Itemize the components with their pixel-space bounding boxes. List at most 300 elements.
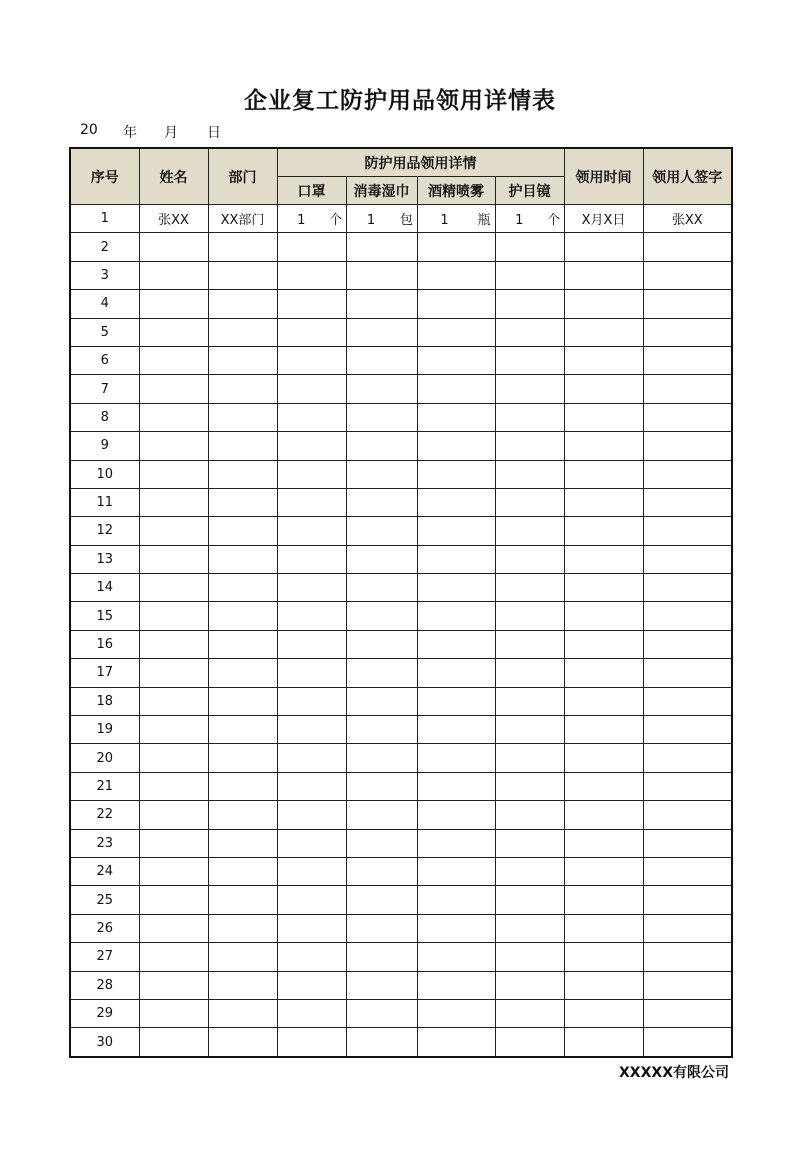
cell-name[interactable]	[139, 460, 208, 488]
table-row	[70, 432, 732, 460]
cell-item-qty[interactable]	[417, 999, 495, 1027]
table-row	[70, 1028, 732, 1057]
table-row	[70, 857, 732, 885]
cell-department[interactable]	[208, 488, 277, 516]
cell-signature[interactable]	[643, 716, 732, 744]
cell-item-qty[interactable]	[346, 971, 417, 999]
cell-item-qty[interactable]	[277, 857, 346, 885]
cell-item-qty[interactable]	[417, 261, 495, 289]
cell-department[interactable]	[208, 630, 277, 658]
cell-name[interactable]	[139, 233, 208, 261]
cell-time[interactable]	[564, 290, 643, 318]
cell-item-qty[interactable]	[277, 290, 346, 318]
cell-department[interactable]: XX部门	[208, 205, 277, 233]
cell-department[interactable]	[208, 517, 277, 545]
cell-department[interactable]	[208, 1028, 277, 1057]
cell-signature[interactable]	[643, 857, 732, 885]
cell-name[interactable]	[139, 744, 208, 772]
cell-department[interactable]	[208, 886, 277, 914]
cell-time[interactable]	[564, 971, 643, 999]
cell-item-qty[interactable]	[346, 857, 417, 885]
cell-department[interactable]	[208, 545, 277, 573]
cell-item-qty[interactable]	[277, 914, 346, 942]
cell-item-qty[interactable]	[417, 744, 495, 772]
cell-name[interactable]	[139, 659, 208, 687]
table-row	[70, 574, 732, 602]
cell-signature[interactable]	[643, 574, 732, 602]
cell-name[interactable]	[139, 375, 208, 403]
cell-item-qty[interactable]	[417, 205, 495, 233]
table-row	[70, 943, 732, 971]
cell-item-qty[interactable]	[417, 602, 495, 630]
cell-department[interactable]	[208, 744, 277, 772]
cell-signature[interactable]	[643, 943, 732, 971]
cell-item-qty[interactable]	[277, 772, 346, 800]
cell-item-qty[interactable]	[346, 602, 417, 630]
row-serial: 19	[70, 716, 139, 744]
cell-item-qty[interactable]	[346, 659, 417, 687]
cell-item-qty[interactable]	[277, 488, 346, 516]
cell-signature[interactable]	[643, 829, 732, 857]
cell-item-qty[interactable]	[417, 687, 495, 715]
cell-signature[interactable]	[643, 403, 732, 431]
cell-item-qty[interactable]	[495, 375, 564, 403]
cell-item-qty[interactable]	[346, 517, 417, 545]
table-row	[70, 716, 732, 744]
cell-department[interactable]	[208, 857, 277, 885]
cell-item-qty[interactable]	[495, 432, 564, 460]
cell-time[interactable]	[564, 687, 643, 715]
cell-department[interactable]	[208, 943, 277, 971]
cell-signature[interactable]	[643, 1028, 732, 1057]
cell-department[interactable]	[208, 290, 277, 318]
row-serial: 24	[70, 857, 139, 885]
cell-item-qty[interactable]	[417, 943, 495, 971]
cell-item-qty[interactable]	[495, 574, 564, 602]
cell-name[interactable]	[139, 517, 208, 545]
table-row	[70, 772, 732, 800]
cell-time[interactable]	[564, 403, 643, 431]
cell-department[interactable]	[208, 318, 277, 346]
cell-item-qty[interactable]	[417, 829, 495, 857]
cell-item-qty[interactable]	[346, 346, 417, 374]
cell-time[interactable]	[564, 716, 643, 744]
cell-item-qty[interactable]	[346, 403, 417, 431]
cell-item-qty[interactable]	[277, 346, 346, 374]
cell-item-qty[interactable]	[346, 943, 417, 971]
row-serial: 14	[70, 574, 139, 602]
cell-signature[interactable]	[643, 346, 732, 374]
table-row	[70, 403, 732, 431]
item-unit: 个	[329, 213, 343, 229]
cell-item-qty[interactable]	[495, 545, 564, 573]
cell-item-qty[interactable]	[277, 602, 346, 630]
cell-department[interactable]	[208, 346, 277, 374]
cell-item-qty[interactable]	[495, 488, 564, 516]
cell-time[interactable]: X月X日	[564, 205, 643, 233]
cell-item-qty[interactable]	[346, 545, 417, 573]
cell-item-qty[interactable]	[346, 205, 417, 233]
table-row	[70, 602, 732, 630]
date-line	[0, 122, 800, 144]
cell-time[interactable]	[564, 914, 643, 942]
cell-time[interactable]	[564, 1028, 643, 1057]
cell-time[interactable]	[564, 375, 643, 403]
cell-time[interactable]	[564, 545, 643, 573]
cell-item-qty[interactable]	[277, 1028, 346, 1057]
cell-department[interactable]	[208, 687, 277, 715]
row-serial: 13	[70, 545, 139, 573]
cell-item-qty[interactable]	[417, 801, 495, 829]
cell-time[interactable]	[564, 318, 643, 346]
row-serial: 29	[70, 999, 139, 1027]
cell-signature[interactable]	[643, 375, 732, 403]
cell-signature[interactable]	[643, 318, 732, 346]
cell-item-qty[interactable]	[277, 233, 346, 261]
cell-signature[interactable]	[643, 687, 732, 715]
cell-item-qty[interactable]	[346, 460, 417, 488]
table-row	[70, 460, 732, 488]
row-serial: 18	[70, 687, 139, 715]
cell-department[interactable]	[208, 261, 277, 289]
table-row	[70, 346, 732, 374]
cell-item-qty[interactable]	[495, 261, 564, 289]
cell-department[interactable]	[208, 403, 277, 431]
cell-item-qty[interactable]	[277, 659, 346, 687]
cell-item-qty[interactable]	[417, 403, 495, 431]
row-serial: 28	[70, 971, 139, 999]
cell-item-qty[interactable]	[495, 233, 564, 261]
cell-department[interactable]	[208, 716, 277, 744]
cell-name[interactable]	[139, 261, 208, 289]
cell-item-qty[interactable]	[277, 744, 346, 772]
cell-item-qty[interactable]	[277, 318, 346, 346]
cell-department[interactable]	[208, 233, 277, 261]
table-row	[70, 886, 732, 914]
cell-item-qty[interactable]	[417, 914, 495, 942]
cell-department[interactable]	[208, 659, 277, 687]
date-day-label: 日	[207, 125, 221, 141]
cell-item-qty[interactable]	[346, 488, 417, 516]
cell-item-qty[interactable]	[417, 971, 495, 999]
table-row	[70, 205, 732, 233]
cell-item-qty[interactable]	[495, 914, 564, 942]
cell-item-qty[interactable]	[277, 460, 346, 488]
cell-item-qty[interactable]	[346, 233, 417, 261]
cell-item-qty[interactable]	[346, 318, 417, 346]
cell-department[interactable]	[208, 602, 277, 630]
cell-item-qty[interactable]	[495, 744, 564, 772]
cell-name[interactable]	[139, 545, 208, 573]
row-serial: 27	[70, 943, 139, 971]
cell-item-qty[interactable]	[277, 375, 346, 403]
cell-name[interactable]	[139, 432, 208, 460]
cell-item-qty[interactable]	[417, 659, 495, 687]
cell-signature[interactable]	[643, 460, 732, 488]
cell-time[interactable]	[564, 261, 643, 289]
cell-item-qty[interactable]	[417, 630, 495, 658]
row-serial: 10	[70, 460, 139, 488]
cell-item-qty[interactable]	[495, 403, 564, 431]
cell-item-qty[interactable]	[417, 375, 495, 403]
cell-item-qty[interactable]	[277, 801, 346, 829]
cell-time[interactable]	[564, 744, 643, 772]
cell-department[interactable]	[208, 829, 277, 857]
cell-item-qty[interactable]	[495, 801, 564, 829]
cell-department[interactable]	[208, 914, 277, 942]
cell-signature[interactable]	[643, 545, 732, 573]
cell-name[interactable]	[139, 290, 208, 318]
cell-item-qty[interactable]	[346, 432, 417, 460]
table-row	[70, 630, 732, 658]
row-serial: 8	[70, 403, 139, 431]
cell-item-qty[interactable]	[417, 233, 495, 261]
cell-signature[interactable]	[643, 744, 732, 772]
cell-time[interactable]	[564, 460, 643, 488]
cell-name[interactable]	[139, 857, 208, 885]
cell-item-qty[interactable]	[417, 432, 495, 460]
cell-item-qty[interactable]	[495, 971, 564, 999]
cell-item-qty[interactable]	[495, 290, 564, 318]
cell-item-qty[interactable]	[417, 545, 495, 573]
cell-item-qty[interactable]	[346, 687, 417, 715]
cell-item-qty[interactable]	[417, 517, 495, 545]
cell-item-qty[interactable]	[495, 857, 564, 885]
cell-item-qty[interactable]	[277, 261, 346, 289]
cell-signature[interactable]	[643, 914, 732, 942]
cell-item-qty[interactable]	[417, 460, 495, 488]
cell-time[interactable]	[564, 999, 643, 1027]
cell-item-qty[interactable]	[417, 290, 495, 318]
cell-item-qty[interactable]	[346, 829, 417, 857]
cell-time[interactable]	[564, 801, 643, 829]
cell-item-qty[interactable]	[495, 602, 564, 630]
cell-item-qty[interactable]	[277, 517, 346, 545]
cell-item-qty[interactable]	[495, 829, 564, 857]
cell-name[interactable]	[139, 772, 208, 800]
cell-item-qty[interactable]	[495, 716, 564, 744]
cell-signature[interactable]	[643, 971, 732, 999]
cell-name[interactable]	[139, 999, 208, 1027]
table-row	[70, 318, 732, 346]
cell-time[interactable]	[564, 602, 643, 630]
cell-signature[interactable]	[643, 233, 732, 261]
cell-item-qty[interactable]	[417, 488, 495, 516]
cell-item-qty[interactable]	[495, 1028, 564, 1057]
cell-time[interactable]	[564, 630, 643, 658]
cell-name[interactable]	[139, 886, 208, 914]
cell-item-qty[interactable]	[346, 261, 417, 289]
cell-name[interactable]	[139, 829, 208, 857]
row-serial: 6	[70, 346, 139, 374]
cell-name[interactable]	[139, 403, 208, 431]
cell-name[interactable]: 张XX	[139, 205, 208, 233]
cell-item-qty[interactable]	[346, 630, 417, 658]
cell-item-qty[interactable]	[495, 659, 564, 687]
cell-item-qty[interactable]	[346, 716, 417, 744]
cell-item-qty[interactable]	[495, 205, 564, 233]
cell-item-qty[interactable]	[277, 971, 346, 999]
cell-name[interactable]	[139, 716, 208, 744]
row-serial: 1	[70, 205, 139, 233]
cell-item-qty[interactable]	[417, 1028, 495, 1057]
cell-name[interactable]	[139, 630, 208, 658]
header-item-spray: 酒精喷雾	[417, 177, 495, 205]
cell-signature[interactable]	[643, 886, 732, 914]
cell-item-qty[interactable]	[277, 943, 346, 971]
cell-item-qty[interactable]	[277, 999, 346, 1027]
company-name: XXXXX有限公司	[619, 1065, 729, 1081]
row-serial: 12	[70, 517, 139, 545]
cell-item-qty[interactable]	[495, 460, 564, 488]
cell-item-qty[interactable]	[346, 801, 417, 829]
item-quantity: 1	[515, 213, 524, 229]
cell-time[interactable]	[564, 772, 643, 800]
cell-item-qty[interactable]	[417, 772, 495, 800]
cell-signature[interactable]	[643, 517, 732, 545]
row-serial: 26	[70, 914, 139, 942]
cell-time[interactable]	[564, 943, 643, 971]
cell-name[interactable]	[139, 971, 208, 999]
cell-name[interactable]	[139, 488, 208, 516]
cell-name[interactable]	[139, 574, 208, 602]
cell-item-qty[interactable]	[277, 829, 346, 857]
cell-item-qty[interactable]	[346, 1028, 417, 1057]
table-row	[70, 829, 732, 857]
cell-item-qty[interactable]	[346, 999, 417, 1027]
cell-item-qty[interactable]	[495, 346, 564, 374]
cell-item-qty[interactable]	[417, 857, 495, 885]
cell-item-qty[interactable]	[495, 943, 564, 971]
cell-department[interactable]	[208, 574, 277, 602]
cell-time[interactable]	[564, 517, 643, 545]
cell-signature[interactable]	[643, 432, 732, 460]
cell-signature[interactable]	[643, 659, 732, 687]
cell-item-qty[interactable]	[495, 517, 564, 545]
cell-signature[interactable]	[643, 999, 732, 1027]
cell-time[interactable]	[564, 829, 643, 857]
cell-time[interactable]	[564, 574, 643, 602]
cell-item-qty[interactable]	[417, 886, 495, 914]
cell-item-qty[interactable]	[495, 318, 564, 346]
cell-name[interactable]	[139, 1028, 208, 1057]
row-serial: 22	[70, 801, 139, 829]
table-row	[70, 687, 732, 715]
cell-department[interactable]	[208, 460, 277, 488]
cell-department[interactable]	[208, 971, 277, 999]
row-serial: 20	[70, 744, 139, 772]
cell-item-qty[interactable]	[277, 205, 346, 233]
header-name: 姓名	[139, 148, 208, 205]
header-signature: 领用人签字	[643, 148, 732, 205]
table-body	[70, 205, 732, 1057]
cell-signature[interactable]	[643, 488, 732, 516]
row-serial: 16	[70, 630, 139, 658]
row-serial: 5	[70, 318, 139, 346]
row-serial: 30	[70, 1028, 139, 1057]
cell-item-qty[interactable]	[277, 545, 346, 573]
cell-name[interactable]	[139, 801, 208, 829]
cell-item-qty[interactable]	[277, 574, 346, 602]
cell-item-qty[interactable]	[346, 290, 417, 318]
date-year-prefix[interactable]: 20	[80, 122, 98, 138]
header-serial: 序号	[70, 148, 139, 205]
cell-item-qty[interactable]	[346, 772, 417, 800]
cell-item-qty[interactable]	[346, 914, 417, 942]
cell-item-qty[interactable]	[417, 716, 495, 744]
cell-signature[interactable]	[643, 772, 732, 800]
cell-item-qty[interactable]	[346, 744, 417, 772]
header-department: 部门	[208, 148, 277, 205]
cell-department[interactable]	[208, 375, 277, 403]
header-item-wipes: 消毒湿巾	[346, 177, 417, 205]
cell-name[interactable]	[139, 943, 208, 971]
cell-signature[interactable]	[643, 290, 732, 318]
cell-signature[interactable]	[643, 261, 732, 289]
cell-item-qty[interactable]	[495, 630, 564, 658]
cell-item-qty[interactable]	[277, 432, 346, 460]
cell-name[interactable]	[139, 346, 208, 374]
cell-item-qty[interactable]	[277, 403, 346, 431]
item-unit: 瓶	[477, 213, 491, 229]
cell-item-qty[interactable]	[277, 716, 346, 744]
cell-department[interactable]	[208, 999, 277, 1027]
page-title: 企业复工防护用品领用详情表	[244, 88, 556, 114]
item-unit: 包	[399, 213, 413, 229]
row-serial: 11	[70, 488, 139, 516]
cell-item-qty[interactable]	[417, 574, 495, 602]
row-serial: 17	[70, 659, 139, 687]
row-serial: 3	[70, 261, 139, 289]
cell-item-qty[interactable]	[346, 886, 417, 914]
cell-signature[interactable]	[643, 801, 732, 829]
row-serial: 7	[70, 375, 139, 403]
cell-name[interactable]	[139, 914, 208, 942]
cell-name[interactable]	[139, 687, 208, 715]
cell-name[interactable]	[139, 602, 208, 630]
cell-item-qty[interactable]	[277, 687, 346, 715]
cell-item-qty[interactable]	[417, 346, 495, 374]
cell-item-qty[interactable]	[346, 574, 417, 602]
cell-time[interactable]	[564, 886, 643, 914]
cell-time[interactable]	[564, 432, 643, 460]
cell-item-qty[interactable]	[495, 687, 564, 715]
cell-department[interactable]	[208, 801, 277, 829]
cell-item-qty[interactable]	[346, 375, 417, 403]
cell-signature[interactable]	[643, 602, 732, 630]
cell-item-qty[interactable]	[277, 630, 346, 658]
table-row	[70, 971, 732, 999]
cell-department[interactable]	[208, 432, 277, 460]
cell-item-qty[interactable]	[417, 318, 495, 346]
header-time: 领用时间	[564, 148, 643, 205]
cell-time[interactable]	[564, 659, 643, 687]
cell-time[interactable]	[564, 346, 643, 374]
cell-signature[interactable]	[643, 630, 732, 658]
cell-item-qty[interactable]	[495, 999, 564, 1027]
table-row	[70, 801, 732, 829]
cell-signature[interactable]: 张XX	[643, 205, 732, 233]
cell-time[interactable]	[564, 488, 643, 516]
header-group: 防护用品领用详情	[277, 148, 564, 177]
cell-name[interactable]	[139, 318, 208, 346]
cell-item-qty[interactable]	[495, 772, 564, 800]
cell-time[interactable]	[564, 857, 643, 885]
cell-item-qty[interactable]	[277, 886, 346, 914]
cell-time[interactable]	[564, 233, 643, 261]
cell-department[interactable]	[208, 772, 277, 800]
cell-item-qty[interactable]	[495, 886, 564, 914]
